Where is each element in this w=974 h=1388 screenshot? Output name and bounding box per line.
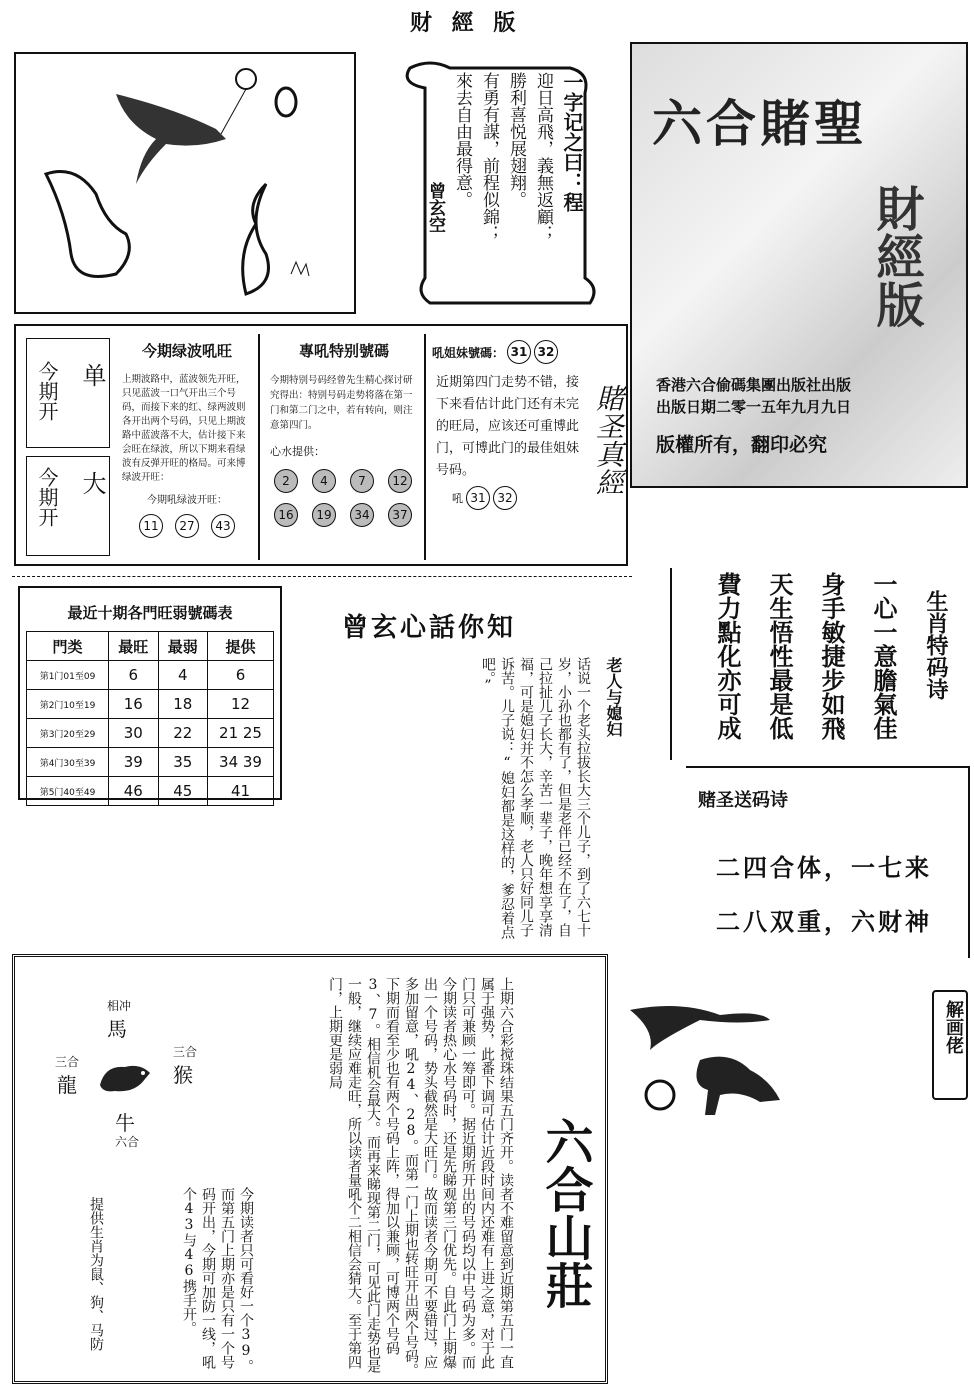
label-odd-value: 单 bbox=[78, 363, 106, 387]
dragon-illustration bbox=[16, 54, 354, 312]
table-cell: 22 bbox=[158, 719, 208, 748]
special-title: 專吼特别號碼 bbox=[298, 342, 389, 360]
table-cell: 18 bbox=[158, 690, 208, 719]
green-footer: 今期吼绿波开旺： bbox=[147, 495, 227, 506]
table-row-label: 第5门40至49 bbox=[27, 777, 109, 806]
zodiac-right-label: 三合 bbox=[173, 1045, 198, 1059]
scroll-author: 曾玄空 bbox=[425, 182, 445, 233]
table-cell: 21 25 bbox=[208, 719, 274, 748]
shanzhuang-provide: 提供生肖为鼠、狗、马防 bbox=[88, 1197, 104, 1351]
green-number: 11 bbox=[139, 514, 163, 538]
label-odd-box bbox=[26, 338, 110, 448]
zodiac-poem-title: 生肖特码诗 bbox=[923, 590, 948, 700]
gamble-poem-panel bbox=[686, 766, 970, 958]
story-title: 曾玄心話你知 bbox=[342, 613, 517, 643]
cover-panel bbox=[630, 42, 968, 488]
table-cell: 6 bbox=[208, 661, 274, 690]
cat-icon bbox=[95, 1055, 155, 1099]
story-subtitle: 老人与媳妇 bbox=[604, 657, 623, 737]
special-number: 34 bbox=[350, 503, 374, 527]
cover-subtitle: 財經版 bbox=[868, 184, 924, 328]
shanzhuang-title: 六合山莊 bbox=[537, 1117, 593, 1309]
special-number: 7 bbox=[350, 469, 374, 493]
zodiac-diagram bbox=[55, 997, 205, 1157]
table-cell: 4 bbox=[158, 661, 208, 690]
page-title: 财 經 版 bbox=[410, 11, 522, 36]
table-cell: 39 bbox=[109, 748, 159, 777]
table-header: 門类 bbox=[27, 632, 109, 661]
table-row-label: 第4门30至39 bbox=[27, 748, 109, 777]
table-header: 最弱 bbox=[158, 632, 208, 661]
special-number: 12 bbox=[388, 469, 412, 493]
shanzhuang-panel bbox=[12, 954, 608, 1384]
table-header: 提供 bbox=[208, 632, 274, 661]
table-cell: 45 bbox=[158, 777, 208, 806]
special-heart-label: 心水提供： bbox=[270, 445, 325, 458]
special-number: 19 bbox=[312, 503, 336, 527]
green-section bbox=[116, 334, 260, 560]
zodiac-left: 龍 bbox=[57, 1073, 77, 1097]
zodiac-poem-line: 費力點化亦可成 bbox=[713, 572, 741, 740]
illustration-panel bbox=[14, 52, 356, 314]
table-cell: 6 bbox=[109, 661, 159, 690]
story-text-continued bbox=[132, 805, 292, 947]
zodiac-poem-line: 身手敏捷步如飛 bbox=[817, 572, 845, 740]
story-text: 话说一个老头拉拔长大三个儿子，到了六七十岁，小孙也都有了，但是老伴已经不在了，自己拉扯儿子长大，辛苦一辈子，晚年想享享清福，可是媳妇并不怎么孝顺，老人只好同儿子诉苦。儿子说：“媳妇都是这样的，爹忍着点吧。” bbox=[480, 657, 591, 939]
special-number: 4 bbox=[312, 469, 336, 493]
label-big-top: 今期开 bbox=[35, 467, 59, 527]
sisters-footer-number: 31 bbox=[466, 486, 490, 510]
table-header: 最旺 bbox=[109, 632, 159, 661]
zodiac-bottom: 牛 bbox=[115, 1111, 135, 1135]
zodiac-poem-line: 天生悟性最是低 bbox=[765, 572, 793, 740]
shanzhuang-side-text: 今期读者只可看好一个39。而第五门上期亦是只有一个号码开出，今期可加防一线，吼个43与46携手开。 bbox=[181, 1187, 254, 1373]
green-body: 上期波路中，蓝波领先开旺，只见蓝波一口气开出三个号码，而接下来的红、绿两波则各开出两个号码，只见上期波路中蓝波落不大，估计接下来会旺在绿波，所以下期来看绿波有反弹开旺的格局。可来博绿波开旺： bbox=[122, 374, 246, 483]
scroll-line: 來去自由最得意。 bbox=[452, 72, 472, 208]
cover-copyright: 版權所有，翻印必究 bbox=[656, 434, 828, 456]
sisters-section bbox=[428, 334, 624, 560]
cover-publisher: 香港六合偷碼集團出版社出版 bbox=[656, 376, 852, 394]
table-title: 最近十期各門旺弱號碼表 bbox=[67, 604, 233, 622]
sisters-footer-label: 吼 bbox=[452, 492, 463, 505]
table-cell: 41 bbox=[208, 777, 274, 806]
table-cell: 12 bbox=[208, 690, 274, 719]
special-section bbox=[264, 334, 426, 560]
gamble-poem-line: 二四合体，一七来 bbox=[716, 854, 932, 882]
table-row-label: 第1门01至09 bbox=[27, 661, 109, 690]
riddle-label: 解画佬 bbox=[943, 1000, 964, 1054]
special-body: 今期特别号码经曾先生精心探讨研究得出：特别号码走势将落在第一门和第二门之中，若有转向，则注意第四门。 bbox=[270, 375, 413, 431]
scroll-line: 有勇有謀，前程似錦； bbox=[479, 72, 499, 242]
sisters-footer-number: 32 bbox=[493, 486, 517, 510]
table-cell: 30 bbox=[109, 719, 159, 748]
story-section bbox=[12, 576, 632, 955]
green-numbers bbox=[116, 514, 258, 538]
table-cell: 46 bbox=[109, 777, 159, 806]
prediction-band bbox=[14, 324, 628, 566]
sisters-body: 近期第四门走势不错，接下来看估计此门还有未完的旺局，应该还可重博此门，可博此门的最佳姐妹号码。 bbox=[436, 375, 580, 478]
riddle-picture bbox=[620, 990, 800, 1120]
green-number: 27 bbox=[175, 514, 199, 538]
label-big-box bbox=[26, 456, 110, 556]
gamble-poem-line: 二八双重，六财神 bbox=[716, 908, 932, 936]
zodiac-poem-panel bbox=[670, 568, 968, 760]
zodiac-left-label: 三合 bbox=[55, 1055, 80, 1069]
sisters-title-number: 32 bbox=[534, 340, 558, 364]
sisters-footer bbox=[452, 486, 600, 510]
table-cell: 16 bbox=[109, 690, 159, 719]
scroll-title: 一字记之曰：程 bbox=[560, 72, 584, 212]
green-number: 43 bbox=[211, 514, 235, 538]
zodiac-bottom-label: 六合 bbox=[115, 1135, 140, 1149]
scroll-line: 勝利喜悦展翅翔。 bbox=[506, 72, 526, 208]
zodiac-top: 馬 bbox=[107, 1017, 127, 1041]
table-cell: 35 bbox=[158, 748, 208, 777]
zodiac-top-label: 相冲 bbox=[107, 999, 132, 1013]
scroll-panel bbox=[390, 58, 608, 308]
scroll-lines bbox=[425, 72, 556, 272]
special-number: 37 bbox=[388, 503, 412, 527]
sisters-title-number: 31 bbox=[507, 340, 531, 364]
sisters-title-row bbox=[432, 340, 620, 364]
label-odd-top: 今期开 bbox=[35, 361, 59, 421]
dinosaur-illustration bbox=[620, 990, 800, 1120]
cover-logo: 六合賭聖 bbox=[652, 95, 868, 153]
zodiac-poem-line: 一心一意膽氣佳 bbox=[869, 572, 897, 740]
special-number: 2 bbox=[274, 469, 298, 493]
scroll-line: 迎日高飛，義無返顧； bbox=[533, 72, 553, 242]
special-number: 16 bbox=[274, 503, 298, 527]
table-row-label: 第3门20至29 bbox=[27, 719, 109, 748]
table-row-label: 第2门10至19 bbox=[27, 690, 109, 719]
sisters-title: 吼姐妹號碼： bbox=[432, 345, 505, 360]
shanzhuang-text: 上期六合彩搅珠结果五门齐开。读者不难留意到近期第五门一直属于强势，此番下调可估计近段时间内还难有上进之意，对于此门只可兼顾一筹即可。据近期所开出的号码均以中号码为多。而今期读者热心水号码时，还是先睇观第三门优先。自此门上期爆出一个号码，势头截然是大旺门。故而读者今期可不要错过，应多加留意，吼24、28。而第一门上期也转旺开出两个号码。下期而看至少也有两个号码上阵，得加以兼顾，可博两个号码3、7。相信机会最大。而再来睇现第二门，可见此门走势也是一般，继续应难走旺，所以读者量吼个二相信会猜大。至于第四门，上期更是弱局 bbox=[327, 977, 514, 1377]
sisters-calligraphy: 賭圣真經 bbox=[592, 384, 625, 496]
riddle-label-box bbox=[932, 990, 968, 1100]
table-cell: 34 39 bbox=[208, 748, 274, 777]
green-title: 今期绿波吼旺 bbox=[141, 342, 232, 360]
label-big-value: 大 bbox=[78, 471, 106, 495]
cover-date: 出版日期二零一五年九月九日 bbox=[656, 398, 852, 416]
gamble-poem-title: 赌圣送码诗 bbox=[698, 790, 788, 811]
zodiac-right: 猴 bbox=[173, 1063, 193, 1087]
special-numbers bbox=[274, 469, 414, 527]
